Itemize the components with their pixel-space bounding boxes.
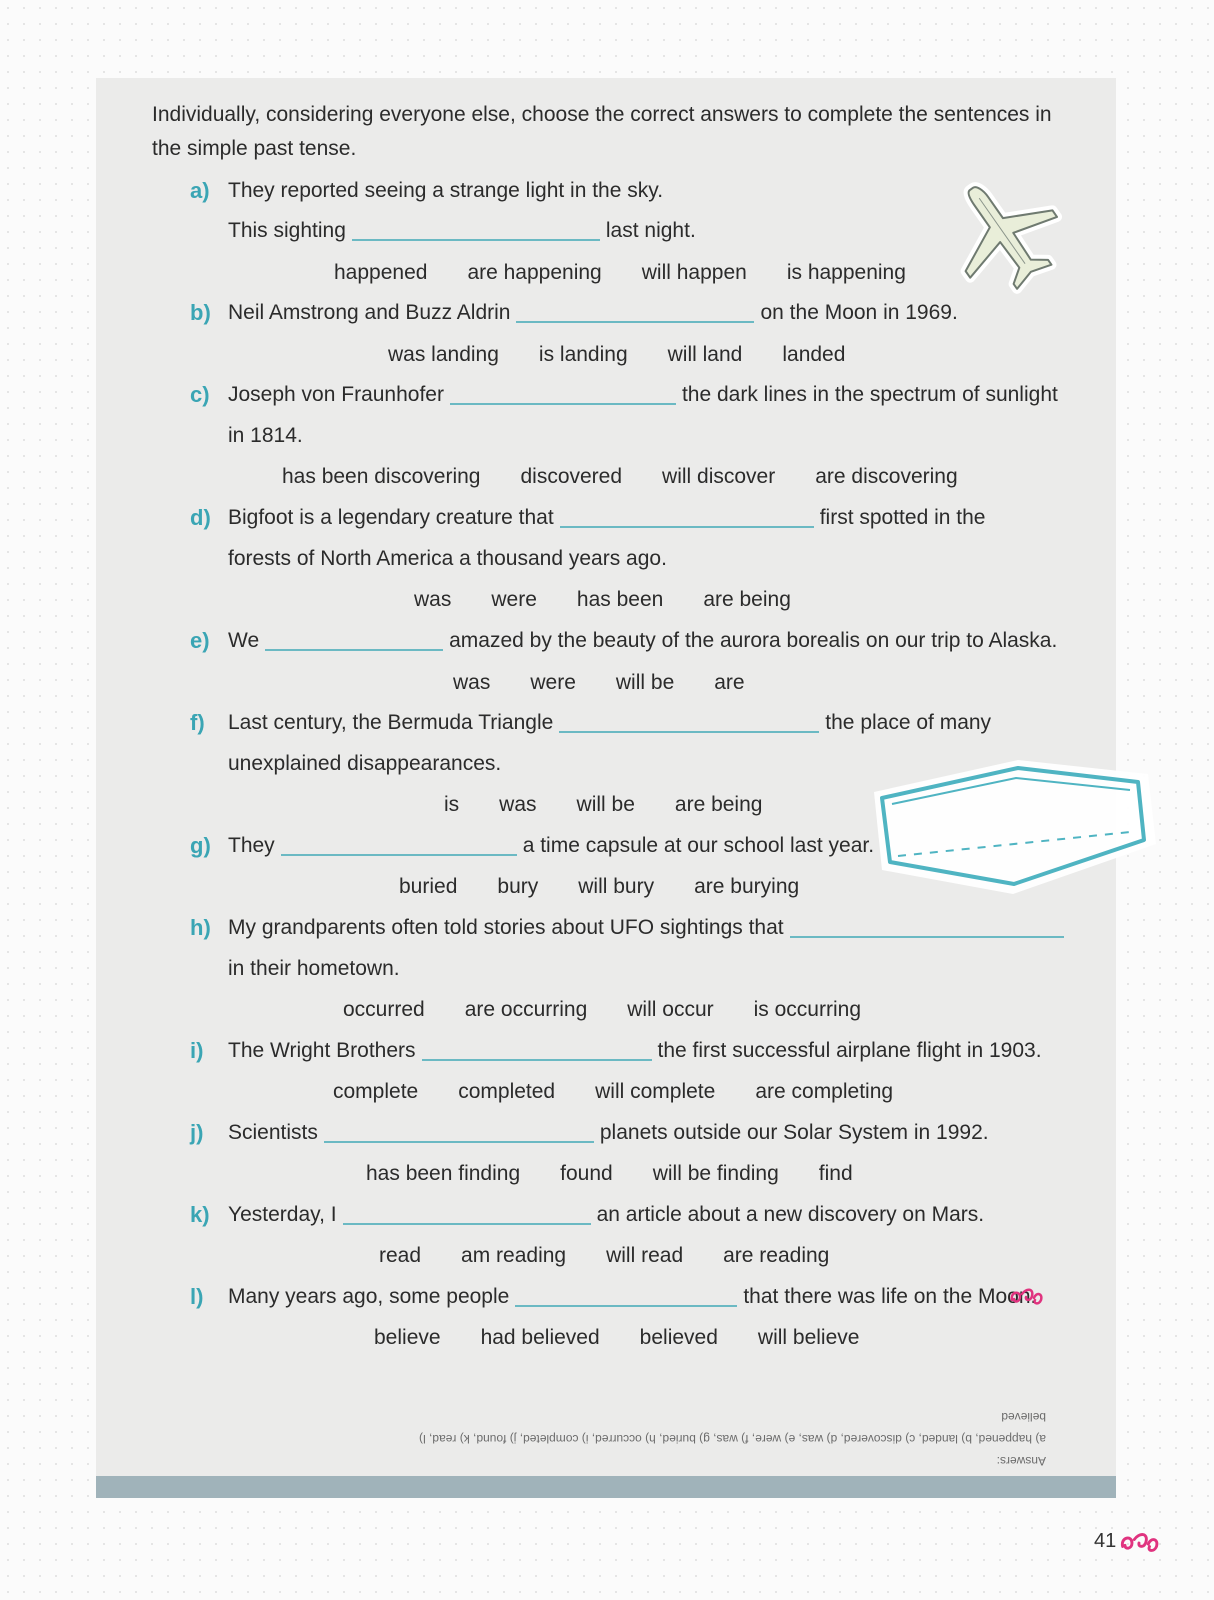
options-a [334,258,946,288]
option[interactable]: were [530,671,576,694]
item-c-line-1: Joseph von Fraunhofer the dark lines in the spectrum of sunlight [228,383,1058,406]
option[interactable]: buried [399,875,458,898]
option[interactable]: will be [615,671,675,694]
answer-blank-i[interactable] [422,1037,652,1061]
option[interactable]: will be [576,793,635,816]
option[interactable]: are discovering [815,465,958,488]
options-f [444,790,802,820]
answer-blank-l[interactable] [515,1283,737,1307]
item-h-line-1: My grandparents often told stories about UFO sightings that [228,913,1070,943]
option[interactable]: complete [333,1080,419,1103]
answer-blank-h[interactable] [790,914,1064,938]
item-d-line-1: Bigfoot is a legendary creature that first spotted in the [228,506,986,529]
item-letter-f: f) [190,710,205,735]
option[interactable]: is [444,793,460,816]
item-a-line-2: This sighting last night. [228,219,696,242]
answer-blank-k[interactable] [343,1201,591,1225]
item-e-line-1: We amazed by the beauty of the aurora borealis on our trip to Alaska. [228,629,1058,652]
option[interactable]: are [714,671,745,694]
item-a-line-1: They reported seeing a strange light in the sky. [228,179,664,202]
option[interactable]: will complete [595,1080,716,1103]
option[interactable]: are burying [694,875,800,898]
option[interactable]: bury [497,875,539,898]
item-letter-c: c) [190,382,210,407]
item-letter-h: h) [190,915,211,940]
item-l-line-1: Many years ago, some people that there was life on the Moon. [228,1285,1037,1308]
option[interactable]: was [414,588,452,611]
option[interactable]: will believe [757,1326,860,1349]
option[interactable]: was [499,793,537,816]
item-k-line-1: Yesterday, I an article about a new discovery on Mars. [228,1203,985,1226]
option[interactable]: are being [703,588,791,611]
item-d-line-2: forests of North America a thousand years ago. [228,547,667,570]
publisher-logo-icon [1008,1286,1044,1308]
item-letter-b: b) [190,300,211,325]
answer-blank-j[interactable] [324,1119,594,1143]
options-g [399,872,839,902]
item-letter-e: e) [190,628,210,653]
option[interactable]: will happen [641,261,747,284]
option[interactable]: will occur [627,998,714,1021]
item-letter-l: l) [190,1284,204,1309]
options-l [374,1323,899,1353]
item-b-line-1: Neil Amstrong and Buzz Aldrin on the Moon in 1969. [228,301,958,324]
airplane-sticker-icon [940,170,1070,300]
option[interactable]: are happening [467,261,602,284]
option[interactable]: completed [458,1080,556,1103]
answer-blank-f[interactable] [559,709,819,733]
option[interactable]: were [491,588,537,611]
option[interactable]: will discover [662,465,776,488]
option[interactable]: had believed [480,1326,600,1349]
page-number: 41 [1094,1530,1117,1552]
options-e [453,668,785,698]
answer-blank-e[interactable] [265,627,443,651]
item-c-line-2: in 1814. [228,424,303,447]
option[interactable]: will read [606,1244,684,1267]
item-letter-i: i) [190,1038,204,1063]
option[interactable]: read [379,1244,422,1267]
item-letter-j: j) [190,1120,204,1145]
hexagon-sticker-icon [868,752,1158,902]
options-j [366,1159,893,1189]
option[interactable]: believe [374,1326,441,1349]
options-d [414,585,831,615]
option[interactable]: find [818,1162,853,1185]
option[interactable]: believed [639,1326,718,1349]
item-h-line-2: in their hometown. [228,957,400,980]
instruction-text: Individually, considering everyone else, choose the correct answers to complete the sentences in the simple past tense. [152,103,1052,160]
option[interactable]: discovered [520,465,623,488]
option[interactable]: landed [782,343,846,366]
option[interactable]: am reading [461,1244,567,1267]
item-letter-k: k) [190,1202,210,1227]
item-g-line-1: They a time capsule at our school last year. [228,834,875,857]
options-b [388,340,885,370]
option[interactable]: will be finding [652,1162,779,1185]
option[interactable]: occurred [343,998,425,1021]
card-bottom-bar [96,1476,1116,1498]
item-f-line-1: Last century, the Bermuda Triangle the place of many [228,711,992,734]
option[interactable]: are occurring [464,998,588,1021]
option[interactable]: has been finding [366,1162,521,1185]
options-k [379,1241,869,1271]
publisher-logo-icon [1118,1530,1160,1556]
item-letter-d: d) [190,505,211,530]
option[interactable]: was [453,671,491,694]
option[interactable]: is happening [786,261,906,284]
upside-down-answers: Answers: a) happened, b) landed, c) discovered, d) was, e) were, f) was, g) buried, h) occurred, i) completed, j) found, k) read, l) believed [419,1410,1046,1468]
answer-blank-g[interactable] [281,832,517,856]
option[interactable]: has been discovering [282,465,481,488]
option[interactable]: are being [674,793,763,816]
answer-blank-c[interactable] [450,381,676,405]
item-i-line-1: The Wright Brothers the first successful airplane flight in 1903. [228,1039,1042,1062]
answer-blank-a[interactable] [352,217,600,241]
options-c [282,462,998,492]
item-j-line-1: Scientists planets outside our Solar System in 1992. [228,1121,989,1144]
options-i [333,1077,933,1107]
answer-blank-b[interactable] [516,299,754,323]
option[interactable]: happened [334,261,428,284]
option[interactable]: was landing [388,343,499,366]
option[interactable]: are completing [755,1080,894,1103]
item-f-line-2: unexplained disappearances. [228,752,502,775]
answer-blank-d[interactable] [560,504,814,528]
option[interactable]: will land [667,343,743,366]
options-h [343,995,901,1025]
option[interactable]: will bury [578,875,655,898]
option[interactable]: found [560,1162,613,1185]
option[interactable]: has been [576,588,664,611]
item-letter-a: a) [190,178,210,203]
option[interactable]: is landing [538,343,628,366]
option[interactable]: are reading [723,1244,830,1267]
item-letter-g: g) [190,833,211,858]
option[interactable]: is occurring [753,998,861,1021]
